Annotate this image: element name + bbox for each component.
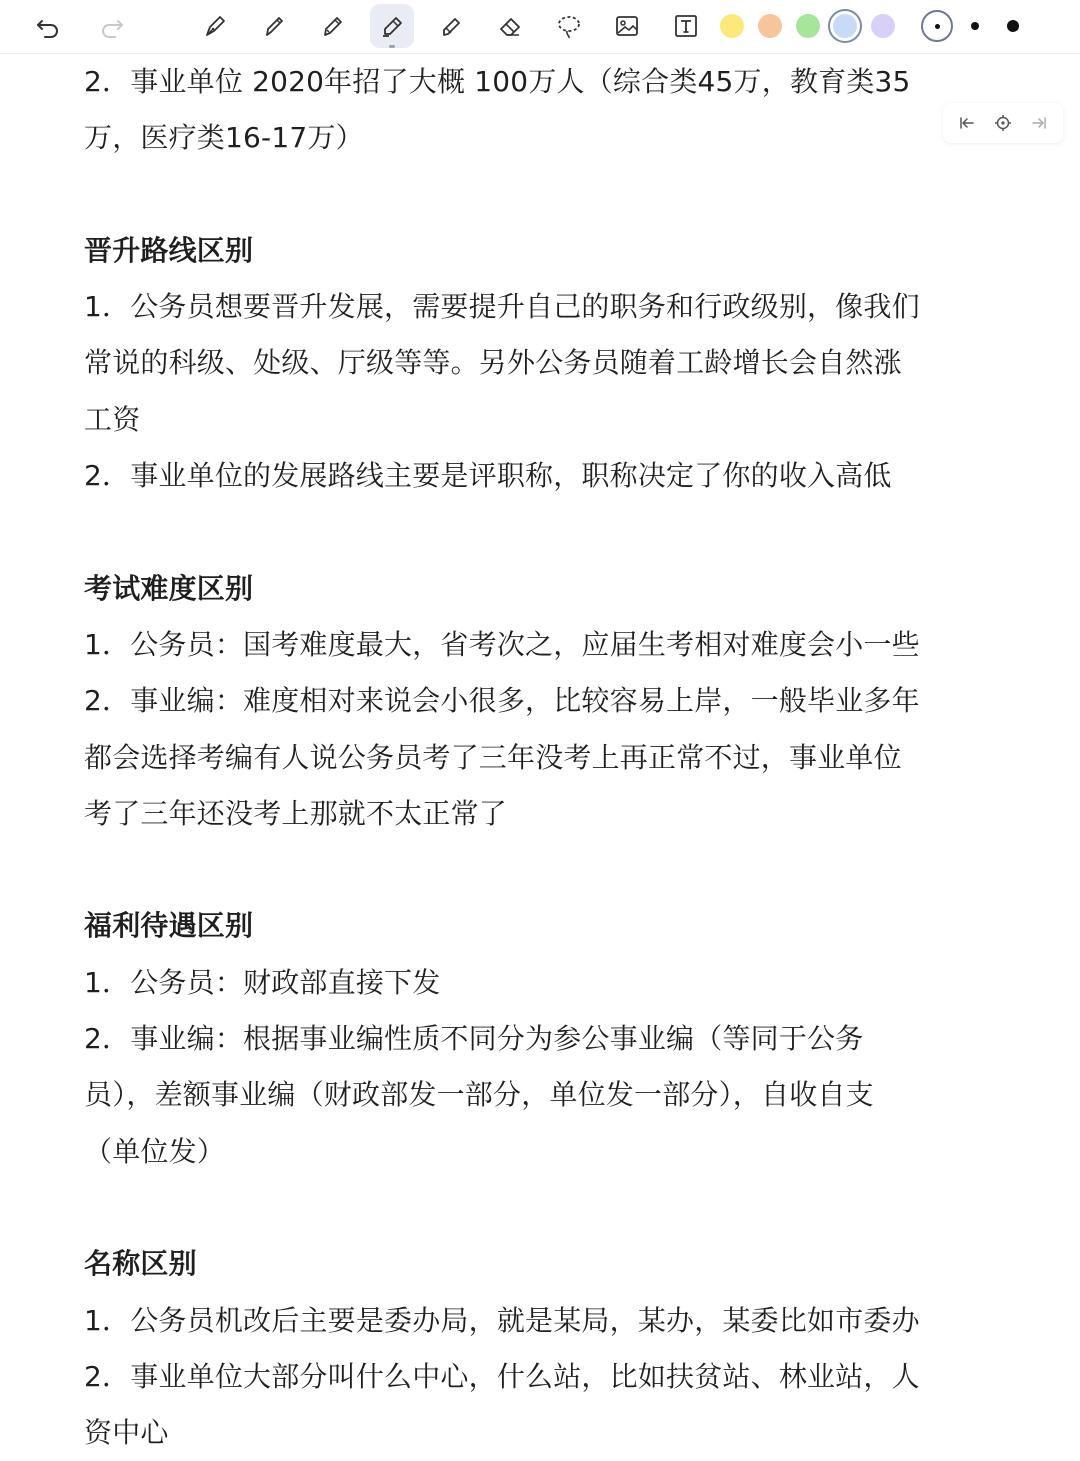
blank-line: [84, 167, 984, 223]
stroke-size-small[interactable]: [921, 10, 953, 42]
color-swatch-blue[interactable]: [833, 14, 857, 38]
text-line: 资中心: [84, 1416, 169, 1450]
eraser-icon[interactable]: [488, 4, 532, 48]
text-line: 员），差额事业编（财政部发一部分，单位发一部分），自收自支: [84, 1078, 874, 1112]
size-dot-icon: [971, 22, 979, 30]
redo-icon[interactable]: [90, 4, 134, 48]
blank-line: [84, 504, 984, 560]
marker-icon[interactable]: [429, 4, 473, 48]
text-line: 2．事业单位 2020年招了大概 100万人（综合类45万，教育类35: [84, 65, 911, 98]
text-line: 工资: [84, 402, 141, 436]
stroke-size-large[interactable]: [997, 10, 1029, 42]
blank-line: [84, 1180, 984, 1236]
lasso-icon[interactable]: [547, 4, 591, 48]
note-content[interactable]: [84, 54, 984, 1461]
color-swatch-green[interactable]: [796, 14, 820, 38]
size-dot-icon: [935, 24, 940, 29]
text-line: 万，医疗类16-17万）: [84, 121, 364, 155]
text-line: （单位发）: [84, 1134, 226, 1168]
locate-icon[interactable]: [988, 108, 1018, 138]
note-toolbar: [0, 0, 1080, 54]
text-box-icon[interactable]: [664, 4, 708, 48]
image-icon[interactable]: [605, 4, 649, 48]
text-line: 2．事业编：难度相对来说会小很多，比较容易上岸，一般毕业多年: [84, 684, 920, 718]
highlighter-icon[interactable]: [370, 4, 414, 48]
stroke-size-medium[interactable]: [959, 10, 991, 42]
text-line: 1．公务员想要晋升发展，需要提升自己的职务和行政级别，像我们: [84, 290, 920, 324]
color-swatch-orange[interactable]: [758, 14, 782, 38]
active-tool-indicator: [389, 45, 395, 48]
section-heading: 福利待遇区别: [84, 909, 254, 943]
color-swatch-purple[interactable]: [871, 14, 895, 38]
section-heading: 名称区别: [84, 1247, 197, 1281]
section-heading: 晋升路线区别: [84, 233, 254, 267]
last-page-icon[interactable]: [1024, 108, 1054, 138]
text-line: 常说的科级、处级、厅级等等。另外公务员随着工龄增长会自然涨: [84, 346, 902, 380]
text-line: 1．公务员：国考难度最大，省考次之，应届生考相对难度会小一些: [84, 627, 920, 661]
undo-icon[interactable]: [26, 4, 70, 48]
text-line: 2．事业编：根据事业编性质不同分为参公事业编（等同于公务: [84, 1022, 864, 1056]
color-swatch-yellow[interactable]: [720, 14, 744, 38]
text-line: 2．事业单位的发展路线主要是评职称，职称决定了你的收入高低: [84, 459, 892, 493]
text-line: 都会选择考编有人说公务员考了三年没考上再正常不过，事业单位: [84, 740, 902, 774]
blank-line: [84, 842, 984, 898]
pencil-icon[interactable]: [311, 4, 355, 48]
text-line: 2．事业单位大部分叫什么中心，什么站，比如扶贫站、林业站，人: [84, 1359, 920, 1393]
text-line: 1．公务员：财政部直接下发: [84, 965, 441, 999]
section-heading: 考试难度区别: [84, 571, 254, 605]
ballpoint-pen-icon[interactable]: [252, 4, 296, 48]
text-line: 1．公务员机改后主要是委办局，就是某局，某办，某委比如市委办: [84, 1303, 920, 1337]
text-line: 考了三年还没考上那就不太正常了: [84, 796, 508, 830]
fountain-pen-icon[interactable]: [193, 4, 237, 48]
size-dot-icon: [1007, 20, 1019, 32]
